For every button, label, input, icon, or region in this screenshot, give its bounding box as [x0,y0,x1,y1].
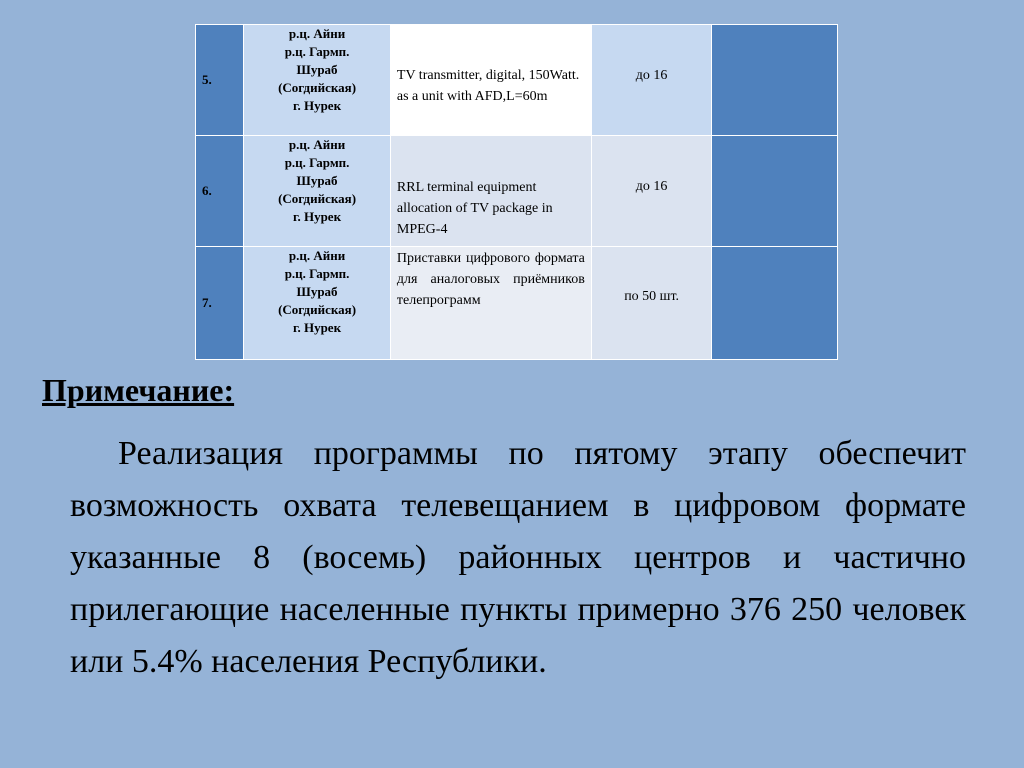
location-line: (Согдийская) [278,80,357,95]
quantity-text: по 50 шт. [624,289,680,304]
location-line: р.ц. Гармп. [284,44,350,59]
equipment-cell [390,136,591,247]
equipment-cell [390,25,591,136]
location-line: р.ц. Айни [288,137,346,152]
quantity-text: до 16 [635,179,668,194]
location-cell [244,247,391,360]
equipment-text: RRL terminal equipment allocation of TV package in MPEG-4 [396,180,553,237]
table-row [196,136,838,247]
equipment-text: Приставки цифрового формата для аналоговых приёмников телепрограмм [396,251,585,308]
row-number: 6. [196,136,244,247]
equipment-text: TV transmitter, digital, 150Watt. as a unit with AFD,L=60m [396,68,580,104]
location-line: (Согдийская) [278,191,357,206]
row-number: 7. [196,247,244,360]
quantity-cell [591,25,712,136]
empty-cell [712,136,838,247]
location-line: р.ц. Гармп. [284,266,350,281]
location-line: р.ц. Айни [288,26,346,41]
empty-cell [712,25,838,136]
row-number: 5. [196,25,244,136]
note-paragraph: Реализация программы по пятому этапу обеспечит возможность охвата телевещанием в цифровом формате указанные 8 (восемь) районных центров и частично прилегающие населенные пункты примерно 376 250 человек или 5.4% населения Республики. [70,435,966,680]
location-line: г. Нурек [293,209,342,224]
location-line: г. Нурек [293,320,342,335]
location-line: Шураб [296,173,338,188]
empty-cell [712,247,838,360]
location-line: (Согдийская) [278,302,357,317]
table-row [196,247,838,360]
location-line: Шураб [296,62,338,77]
location-cell [244,25,391,136]
equipment-table [195,24,838,360]
quantity-text: до 16 [635,68,668,83]
location-cell [244,136,391,247]
location-line: г. Нурек [293,98,342,113]
quantity-cell [591,136,712,247]
location-line: р.ц. Айни [288,248,346,263]
note-heading: Примечание: [42,372,235,408]
equipment-cell [390,247,591,360]
location-line: р.ц. Гармп. [284,155,350,170]
table-row [196,25,838,136]
quantity-cell [591,247,712,360]
location-line: Шураб [296,284,338,299]
